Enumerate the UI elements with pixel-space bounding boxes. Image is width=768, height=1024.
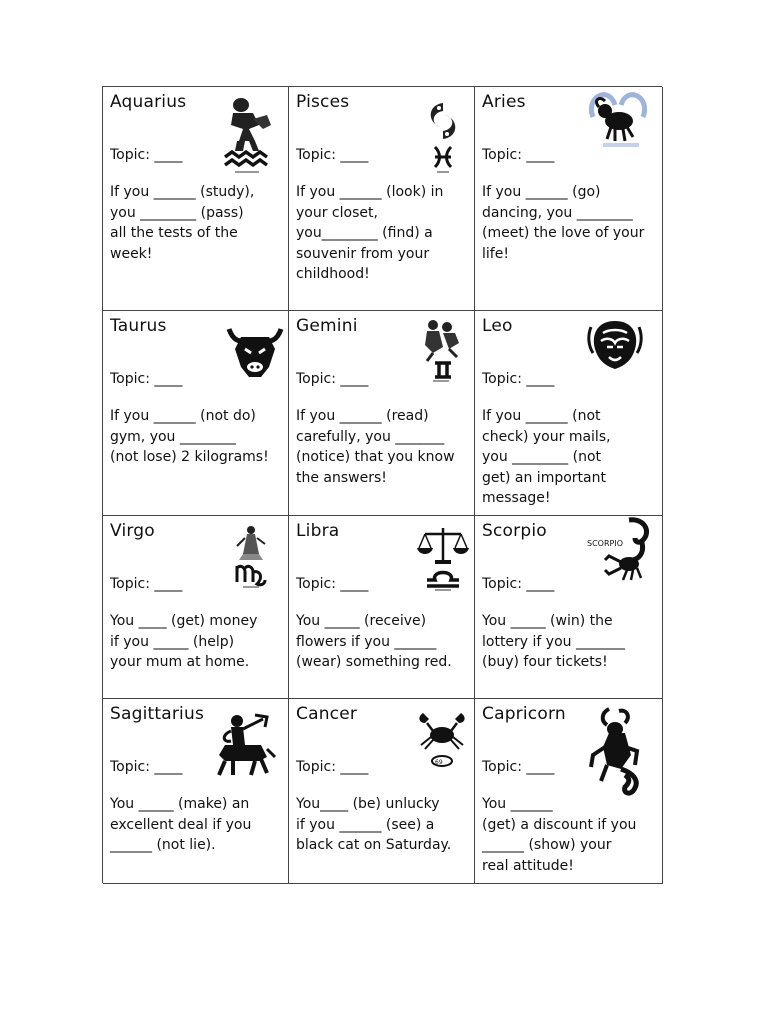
sign-name: Taurus	[110, 316, 167, 336]
sign-name: Gemini	[296, 316, 358, 336]
topic-label: Topic: ____	[110, 759, 183, 775]
sign-card-scorpio	[475, 516, 663, 699]
sign-sentence: You _____ (win) the lottery if you _______ (buy) four tickets!	[482, 613, 625, 671]
sign-card-taurus	[103, 311, 289, 516]
sign-sentence: You ____ (get) money if you _____ (help) your mum at home.	[110, 613, 258, 671]
sign-sentence: If you ______ (look) in your closet, you________ (find) a souvenir from your childhood!	[296, 184, 444, 283]
sign-card-gemini	[289, 311, 475, 516]
sign-card-sagittarius	[103, 699, 289, 884]
sign-name: Sagittarius	[110, 704, 205, 724]
topic-label: Topic: ____	[110, 147, 183, 163]
sign-sentence: If you ______ (read) carefully, you _______ (notice) that you know the answers!	[296, 408, 455, 486]
topic-label: Topic: ____	[296, 371, 369, 387]
topic-label: Topic: ____	[296, 576, 369, 592]
sign-card-aquarius	[103, 87, 289, 311]
leo-icon	[587, 317, 643, 373]
sign-name: Libra	[296, 521, 340, 541]
taurus-icon	[225, 319, 285, 383]
virgo-icon	[231, 524, 271, 590]
topic-label: Topic: ____	[110, 576, 183, 592]
gemini-icon	[415, 317, 467, 383]
sign-card-virgo	[103, 516, 289, 699]
sign-name: Virgo	[110, 521, 155, 541]
aries-icon	[585, 87, 651, 151]
sign-name: Capricorn	[482, 704, 566, 724]
aquarius-icon	[219, 95, 277, 179]
sign-card-libra	[289, 516, 475, 699]
topic-label: Topic: ____	[482, 576, 555, 592]
sign-sentence: If you ______ (go) dancing, you ________ (meet) the love of your life!	[482, 184, 645, 262]
topic-label: Topic: ____	[482, 371, 555, 387]
svg-text:SCORPIO: SCORPIO	[587, 539, 623, 548]
topic-label: Topic: ____	[296, 147, 369, 163]
pisces-icon	[421, 97, 465, 177]
sign-sentence: You _____ (make) an excellent deal if you ______ (not lie).	[110, 796, 252, 854]
sign-card-leo	[475, 311, 663, 516]
sign-sentence: If you ______ (not do) gym, you ________ (not lose) 2 kilograms!	[110, 408, 269, 466]
sign-sentence: You ______ (get) a discount if you ______ (show) your real attitude!	[482, 796, 637, 874]
sign-name: Scorpio	[482, 521, 547, 541]
sign-card-aries	[475, 87, 663, 311]
libra-icon	[417, 526, 469, 592]
sign-name: Aries	[482, 92, 526, 112]
svg-text:69: 69	[435, 759, 443, 766]
sign-sentence: If you ______ (not check) your mails, you ________ (not get) an important message!	[482, 408, 611, 507]
topic-label: Topic: ____	[296, 759, 369, 775]
sagittarius-icon	[211, 713, 279, 779]
capricorn-icon	[585, 707, 651, 799]
sign-sentence: You____ (be) unlucky if you ______ (see) a black cat on Saturday.	[296, 796, 452, 854]
sign-card-capricorn	[475, 699, 663, 884]
scorpio-icon	[585, 516, 657, 586]
topic-label: Topic: ____	[482, 759, 555, 775]
cancer-icon	[415, 709, 469, 771]
topic-label: Topic: ____	[482, 147, 555, 163]
topic-label: Topic: ____	[110, 371, 183, 387]
sign-name: Aquarius	[110, 92, 187, 112]
sign-sentence: If you ______ (study), you ________ (pass) all the tests of the week!	[110, 184, 255, 262]
sign-name: Pisces	[296, 92, 350, 112]
zodiac-worksheet-grid	[102, 86, 662, 883]
sign-name: Leo	[482, 316, 513, 336]
sign-name: Cancer	[296, 704, 358, 724]
sign-card-pisces	[289, 87, 475, 311]
sign-sentence: You _____ (receive) flowers if you ______ (wear) something red.	[296, 613, 452, 671]
sign-card-cancer	[289, 699, 475, 884]
